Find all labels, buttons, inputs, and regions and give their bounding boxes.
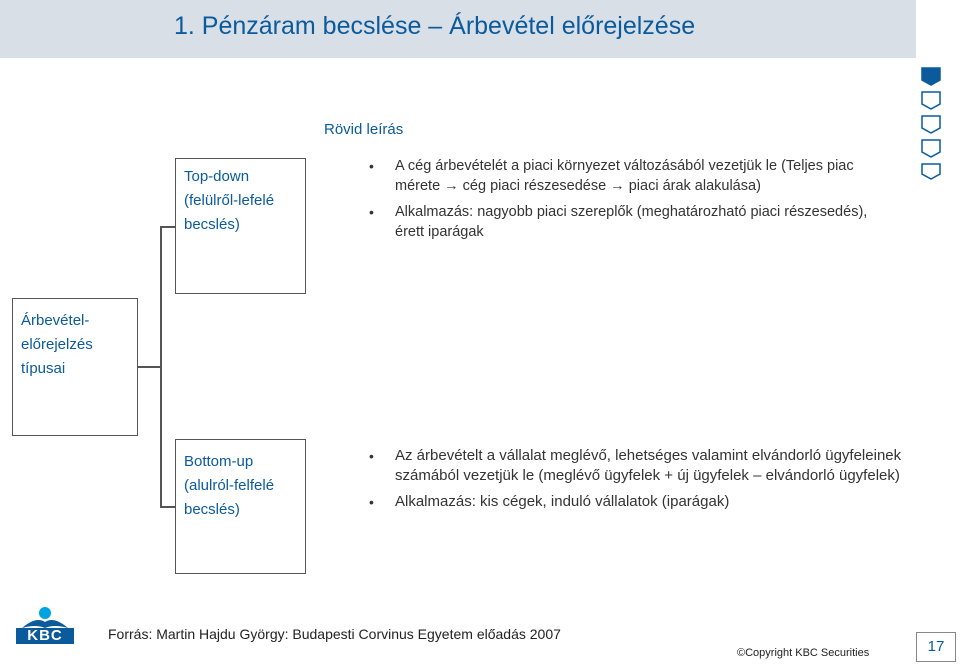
bottom-up-bullets bbox=[366, 446, 906, 518]
bullet-text: Alkalmazás: kis cégek, induló vállalatok (iparágak) bbox=[395, 493, 730, 510]
bottom-up-box bbox=[175, 439, 306, 574]
forecast-types-line3: típusai bbox=[21, 360, 66, 377]
top-down-box bbox=[175, 158, 306, 294]
bottom-up-line3: becslés) bbox=[184, 501, 240, 518]
page-number: 17 bbox=[916, 632, 956, 662]
forecast-types-box bbox=[12, 298, 138, 436]
list-item bbox=[366, 446, 906, 486]
list-item bbox=[366, 156, 886, 196]
top-down-line3: becslés) bbox=[184, 216, 240, 233]
top-down-line2: (felülről-lefelé bbox=[184, 192, 275, 209]
copyright-note: ©Copyright KBC Securities bbox=[737, 647, 870, 659]
top-down-line1: Top-down bbox=[184, 168, 250, 185]
title-bar bbox=[0, 0, 916, 58]
bullet-text: Alkalmazás: nagyobb piaci szereplők (meghatározható piaci részesedés), érett iparágak bbox=[395, 204, 868, 240]
slide-title: 1. Pénzáram becslése – Árbevétel előrejelzése bbox=[174, 12, 696, 40]
connector-vertical bbox=[160, 226, 162, 506]
bullet-text: A cég árbevételét a piaci környezet változásából vezetjük le (Teljes piac mérete → cég piaci részesedése → piaci árak alakulása) bbox=[395, 158, 854, 194]
bullet-icon: • bbox=[369, 158, 374, 174]
source-note: Forrás: Martin Hajdu György: Budapesti Corvinus Egyetem előadás 2007 bbox=[108, 626, 561, 642]
top-down-bullets bbox=[366, 156, 886, 248]
kbc-logo-text: KBC bbox=[16, 628, 74, 644]
list-item bbox=[366, 492, 906, 512]
forecast-types-line2: előrejelzés bbox=[21, 336, 93, 353]
list-item bbox=[366, 202, 886, 242]
description-header: Rövid leírás bbox=[324, 121, 404, 138]
bullet-text: Az árbevételt a vállalat meglévő, lehetséges valamint elvándorló ügyfeleinek számából vezetjük le (meglévő ügyfelek + új ügyfelek – elvándorló ügyfelek) bbox=[395, 447, 902, 484]
bottom-up-line2: (alulról-felfelé bbox=[184, 477, 275, 494]
connector-top bbox=[160, 226, 175, 228]
bullet-icon: • bbox=[369, 204, 374, 220]
side-decoration-icon bbox=[920, 66, 942, 182]
bullet-icon: • bbox=[369, 494, 374, 510]
bottom-up-line1: Bottom-up bbox=[184, 453, 254, 470]
bullet-icon: • bbox=[369, 448, 374, 464]
forecast-types-line1: Árbevétel- bbox=[21, 312, 90, 329]
connector-main bbox=[138, 366, 160, 368]
connector-bottom bbox=[160, 506, 175, 508]
